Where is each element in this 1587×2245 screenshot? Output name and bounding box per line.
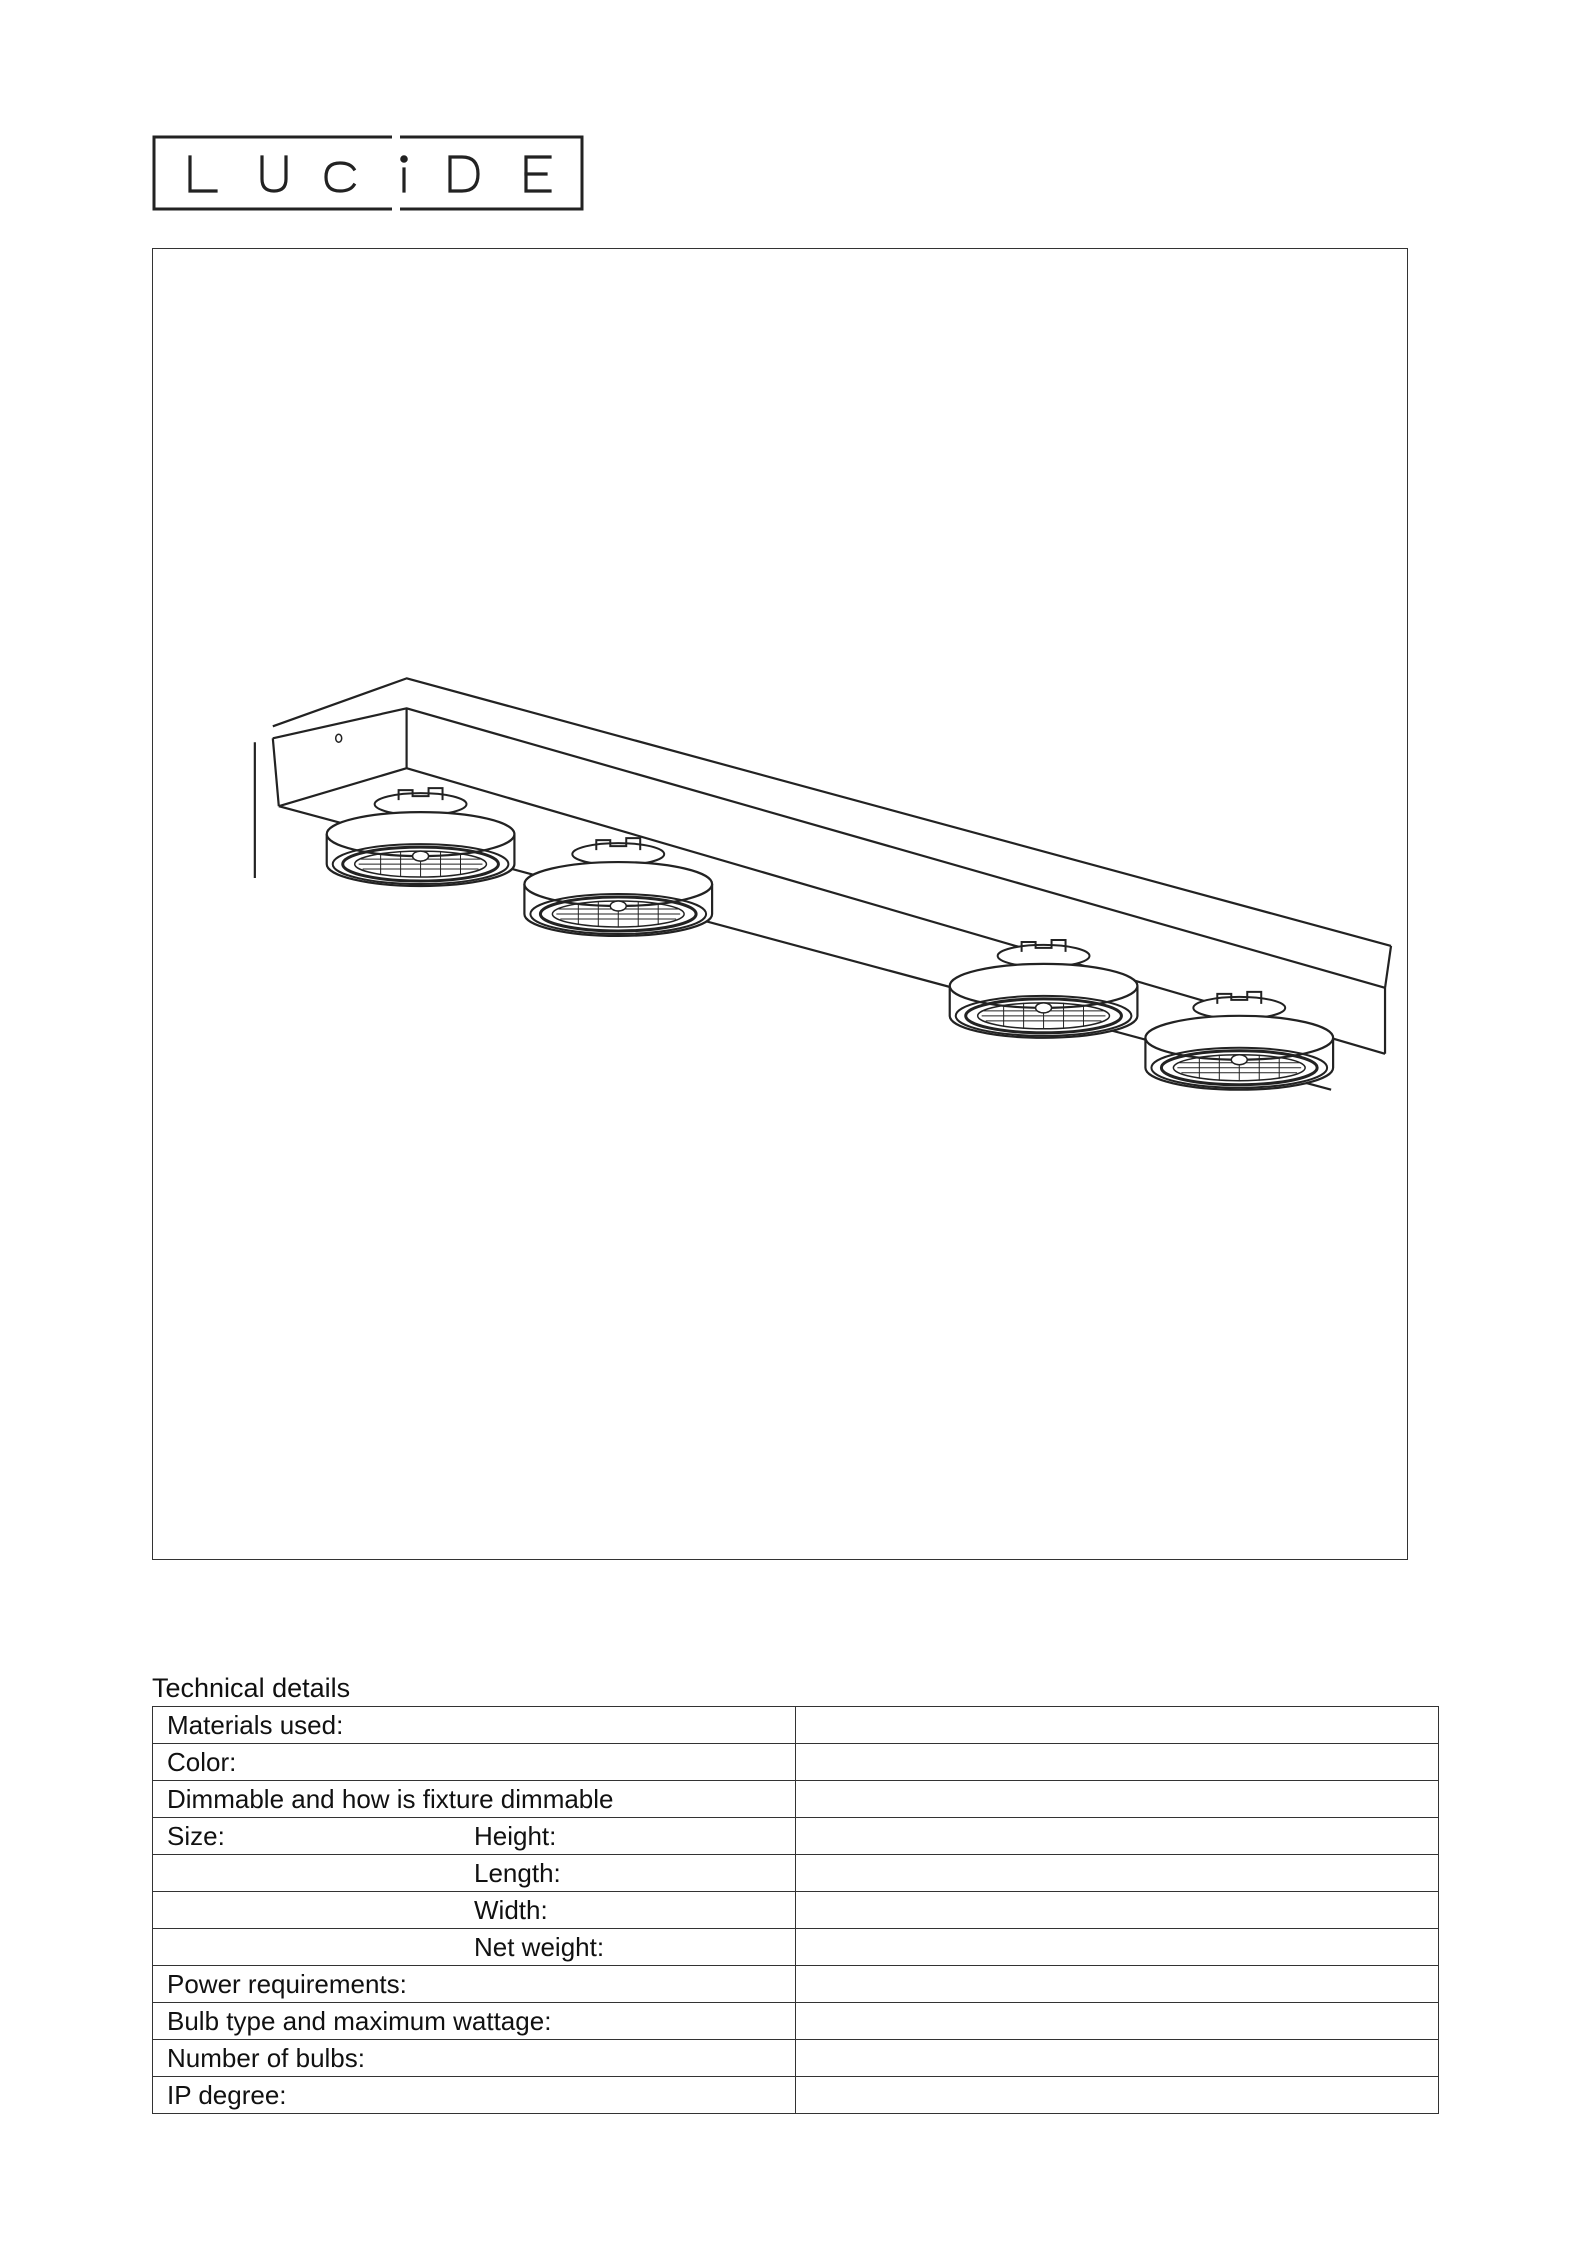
table-row	[153, 1707, 1439, 1744]
row-value	[796, 1707, 1439, 1744]
row-value	[796, 2040, 1439, 2077]
row-label-text: Power requirements:	[167, 1969, 407, 1999]
row-label	[153, 2003, 796, 2040]
row-label	[153, 1781, 796, 1818]
table-row	[153, 1818, 1439, 1855]
row-label	[153, 1818, 796, 1855]
row-value	[796, 1966, 1439, 2003]
table-row	[153, 1929, 1439, 1966]
row-label	[153, 2077, 796, 2114]
table-row	[153, 2077, 1439, 2114]
row-label-text: Size:	[167, 1821, 225, 1851]
row-value	[796, 2077, 1439, 2114]
ceiling-spotlight-illustration	[153, 249, 1407, 1559]
table-row	[153, 1781, 1439, 1818]
row-label-text: IP degree:	[167, 2080, 287, 2110]
row-label-text: Number of bulbs:	[167, 2043, 365, 2073]
table-row	[153, 1966, 1439, 2003]
row-value	[796, 2003, 1439, 2040]
lucide-logo-mark	[152, 135, 584, 211]
row-label	[153, 1929, 796, 1966]
row-sublabel: Net weight:	[474, 1932, 605, 1962]
row-sublabel: Width:	[474, 1895, 548, 1925]
row-label-text: Bulb type and maximum wattage:	[167, 2006, 552, 2036]
row-label-text: Materials used:	[167, 1710, 344, 1740]
product-figure-frame	[152, 248, 1408, 1560]
row-value	[796, 1855, 1439, 1892]
technical-details-table	[152, 1706, 1439, 2114]
technical-details-title: Technical details	[152, 1673, 351, 1703]
row-value	[796, 1929, 1439, 1966]
row-value	[796, 1744, 1439, 1781]
table-row	[153, 1855, 1439, 1892]
row-value	[796, 1892, 1439, 1929]
row-value	[796, 1781, 1439, 1818]
table-row	[153, 2003, 1439, 2040]
row-label-text: Dimmable and how is fixture dimmable	[167, 1784, 614, 1814]
row-label	[153, 1744, 796, 1781]
row-value	[796, 1818, 1439, 1855]
row-sublabel: Height:	[474, 1821, 557, 1851]
table-row	[153, 2040, 1439, 2077]
row-label	[153, 1892, 796, 1929]
table-row	[153, 1744, 1439, 1781]
row-label	[153, 1707, 796, 1744]
table-row	[153, 1892, 1439, 1929]
row-label	[153, 2040, 796, 2077]
row-label	[153, 1966, 796, 2003]
lucide-logo	[152, 135, 584, 211]
row-label	[153, 1855, 796, 1892]
row-sublabel: Length:	[474, 1858, 561, 1888]
row-label-text: Color:	[167, 1747, 237, 1777]
